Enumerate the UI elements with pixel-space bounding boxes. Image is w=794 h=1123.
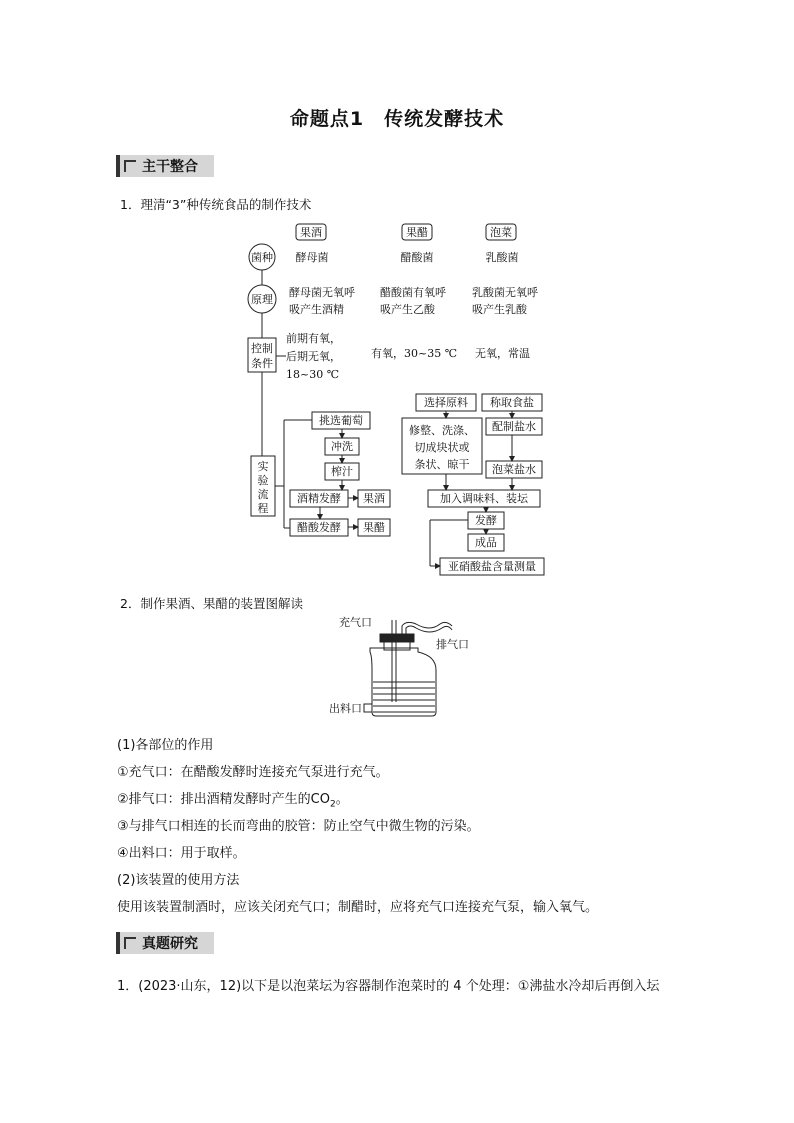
fermentation-device-diagram (320, 612, 480, 722)
principle-pickle-2: 吸产生乳酸 (472, 303, 527, 316)
pickle-select: 选择原料 (424, 396, 468, 409)
strain-wine: 酵母菌 (295, 251, 329, 264)
vinegar-output: 果醋 (363, 521, 385, 534)
principle-vinegar-2: 吸产生乙酸 (380, 303, 435, 316)
section-icon (124, 937, 136, 949)
pickle-prep-2: 切成块状或 (414, 441, 470, 454)
pickle-ferment: 发酵 (475, 514, 497, 527)
strain-vinegar: 醋酸菌 (400, 251, 434, 264)
pickle-brine: 配制盐水 (492, 420, 536, 433)
control-wine-3: 18~30 ℃ (286, 368, 340, 381)
pickle-salt: 称取食盐 (490, 396, 534, 409)
pickle-water: 泡菜盐水 (492, 463, 536, 476)
section-title: 真题研究 (142, 936, 198, 952)
principle-pickle-1: 乳酸菌无氧呼 (472, 286, 538, 299)
label-inlet: 充气口 (339, 616, 372, 629)
control-vinegar: 有氧，30~35 ℃ (371, 347, 458, 360)
line-7: 使用该装置制酒时，应该关闭充气口；制醋时，应将充气口连接充气泵，输入氧气。 (117, 900, 599, 915)
page-title: 命题点1 传统发酵技术 (289, 108, 505, 130)
col-vinegar: 果醋 (406, 226, 428, 239)
section-bar (116, 932, 120, 954)
label-exp-4: 程 (257, 502, 269, 515)
label-exp-1: 实 (257, 460, 269, 473)
question-1: 1．(2023·山东，12)以下是以泡菜坛为容器制作泡菜时的 4 个处理：①沸盐水冷却后再倒入坛 (117, 979, 660, 994)
line-2: ①充气口：在醋酸发酵时连接充气泵进行充气。 (117, 765, 389, 780)
label-exp-3: 流 (257, 488, 269, 501)
co2-end: 。 (335, 792, 349, 807)
wine-step-5: 醋酸发酵 (297, 521, 341, 534)
label-control-1: 控制 (251, 342, 273, 355)
pickle-prep-1: 修整、洗涤、 (409, 424, 475, 437)
col-wine: 果酒 (300, 226, 322, 239)
col-pickle: 泡菜 (490, 226, 512, 239)
control-pickle: 无氧，常温 (475, 347, 530, 360)
label-principle: 原理 (251, 293, 273, 306)
control-wine-2: 后期无氧， (286, 350, 341, 363)
wine-step-2: 冲洗 (331, 440, 353, 453)
pickle-test: 亚硝酸盐含量测量 (448, 560, 536, 573)
section-title: 主干整合 (142, 159, 198, 175)
wine-step-1: 挑选葡萄 (319, 414, 363, 427)
co2-text: CO (310, 792, 330, 807)
control-wine-1: 前期有氧， (286, 332, 341, 345)
wine-step-4: 酒精发酵 (297, 492, 341, 505)
principle-vinegar-1: 醋酸菌有氧呼 (380, 286, 446, 299)
pickle-product: 成品 (475, 536, 497, 549)
pickle-add: 加入调味料、装坛 (440, 492, 528, 505)
line-3 (117, 788, 349, 810)
heading-2: 2．制作果酒、果醋的装置图解读 (120, 596, 303, 611)
co2-sub: 2 (329, 799, 336, 810)
section-header-research (116, 932, 214, 954)
heading-1: 1．理清“3”种传统食品的制作技术 (120, 197, 312, 212)
principle-wine-2: 吸产生酒精 (289, 303, 344, 316)
line-4: ③与排气口相连的长而弯曲的胶管：防止空气中微生物的污染。 (117, 819, 480, 834)
line-1: (1)各部位的作用 (117, 738, 214, 753)
principle-wine-1: 酵母菌无氧呼 (289, 286, 355, 299)
label-outlet: 排气口 (436, 638, 469, 651)
wine-step-3: 榨汁 (331, 465, 353, 478)
line-6: (2)该装置的使用方法 (117, 873, 240, 888)
line-3-text: ②排气口：排出酒精发酵时产生的 (117, 792, 311, 807)
label-strain: 菌种 (251, 251, 273, 264)
pickle-prep-3: 条状、晾干 (414, 458, 470, 471)
line-5: ④出料口：用于取样。 (117, 846, 246, 861)
strain-pickle: 乳酸菌 (485, 251, 519, 264)
label-sample: 出料口 (329, 702, 362, 715)
label-control-2: 条件 (251, 357, 273, 370)
label-exp-2: 验 (257, 474, 269, 487)
wine-output: 果酒 (363, 492, 385, 505)
